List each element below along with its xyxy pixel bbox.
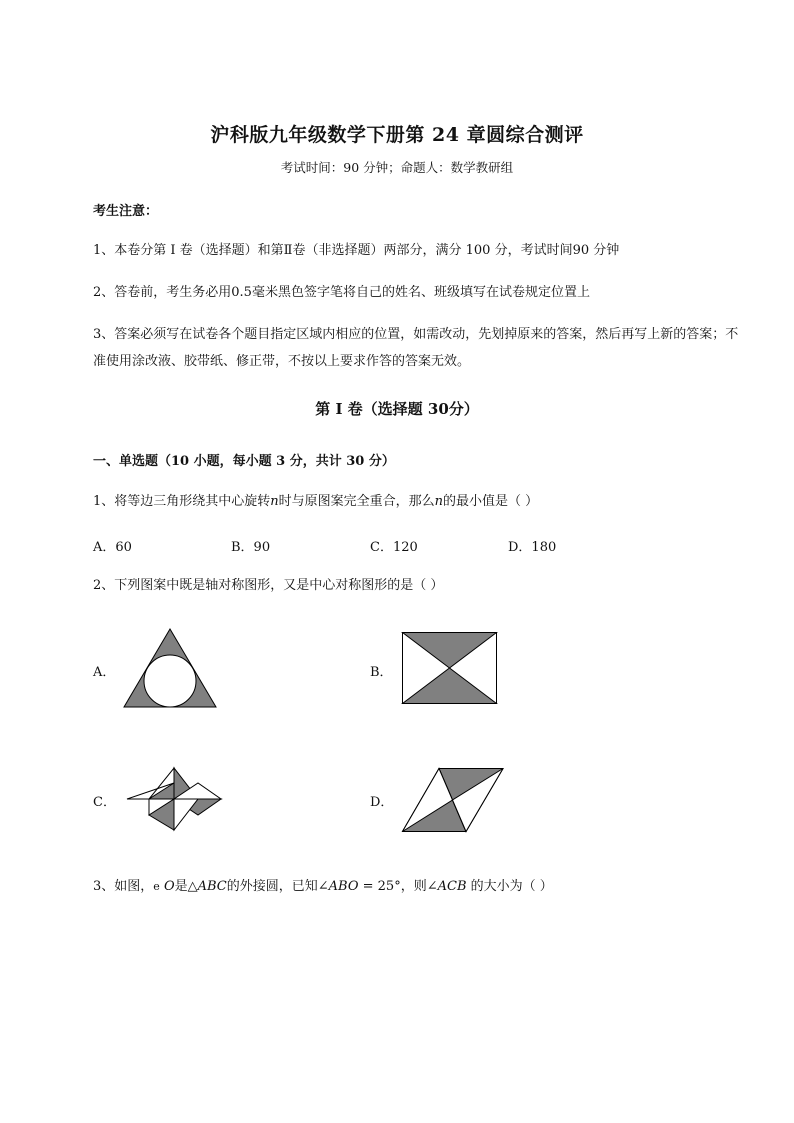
figure-c-pinwheel [126, 767, 222, 831]
q3-mid2: 的外接圆，已知∠ [226, 879, 329, 894]
question-2: 2、下列图案中既是轴对称图形，又是中心对称图形的是（ ） [93, 578, 444, 593]
page-title: 沪科版九年级数学下册第 24 章圆综合测评 [210, 124, 584, 146]
q3-circle-symbol: e [153, 880, 160, 893]
q3-point-o: O [163, 879, 175, 894]
q3-triangle-abc: ABC [197, 879, 227, 894]
notice-item-1: 1、本卷分第 I 卷（选择题）和第Ⅱ卷（非选择题）两部分，满分 100 分，考试时间90 分钟 [93, 243, 620, 258]
q1-text-prefix: 1、将等边三角形绕其中心旋转 [93, 494, 271, 509]
q2-label-c: C． [93, 795, 116, 810]
q1-var-n: n [270, 494, 279, 509]
notice-heading: 考生注意： [93, 204, 159, 219]
q2-label-a: A． [93, 665, 116, 680]
figure-a-triangle-circle [123, 628, 217, 708]
section-title: 第 I 卷（选择题 30分） [315, 400, 479, 418]
figure-d-parallelogram [402, 768, 504, 832]
q1-text-middle: 时与原图案完全重合，那么 [278, 494, 435, 509]
q3-prefix: 3、如图， [93, 879, 154, 894]
part-title: 一、单选题（10 小题，每小题 3 分，共计 30 分） [93, 454, 395, 469]
notice-item-3: 3、答案必须写在试卷各个题目指定区域内相应的位置，如需改动，先划掉原来的答案，然后再写上新的答案；不准使用涂改液、胶带纸、修正带，不按以上要求作答的答案无效。 [93, 327, 739, 369]
q1-option-b: B．90 [231, 540, 271, 555]
q1-var-n-2: n [434, 494, 444, 509]
q3-mid1: 是△ [174, 879, 198, 894]
q3-suffix: 的大小为（ ） [466, 879, 553, 894]
question-1 [93, 488, 748, 515]
notice-item-2: 2、答卷前，考生务必用0.5毫米黑色签字笔将自己的姓名、班级填写在试卷规定位置上 [93, 285, 590, 300]
q3-mid3: ，则∠ [400, 879, 438, 894]
q2-label-d: D． [370, 795, 394, 810]
exam-info: 考试时间：90 分钟；命题人：数学教研组 [280, 160, 514, 175]
q1-option-c: C．120 [370, 540, 418, 555]
q1-option-d: D．180 [508, 540, 557, 555]
figure-b-rectangle-hourglass [402, 632, 497, 704]
question-3 [93, 873, 748, 900]
q3-angle-abo: ABO [328, 879, 359, 894]
q1-option-a: A．60 [93, 540, 132, 555]
q2-label-b: B． [370, 665, 393, 680]
q3-angle-acb: ACB [437, 879, 467, 894]
q3-eq: = 25° [358, 879, 401, 894]
q1-text-suffix: 的最小值是（ ） [443, 494, 539, 509]
